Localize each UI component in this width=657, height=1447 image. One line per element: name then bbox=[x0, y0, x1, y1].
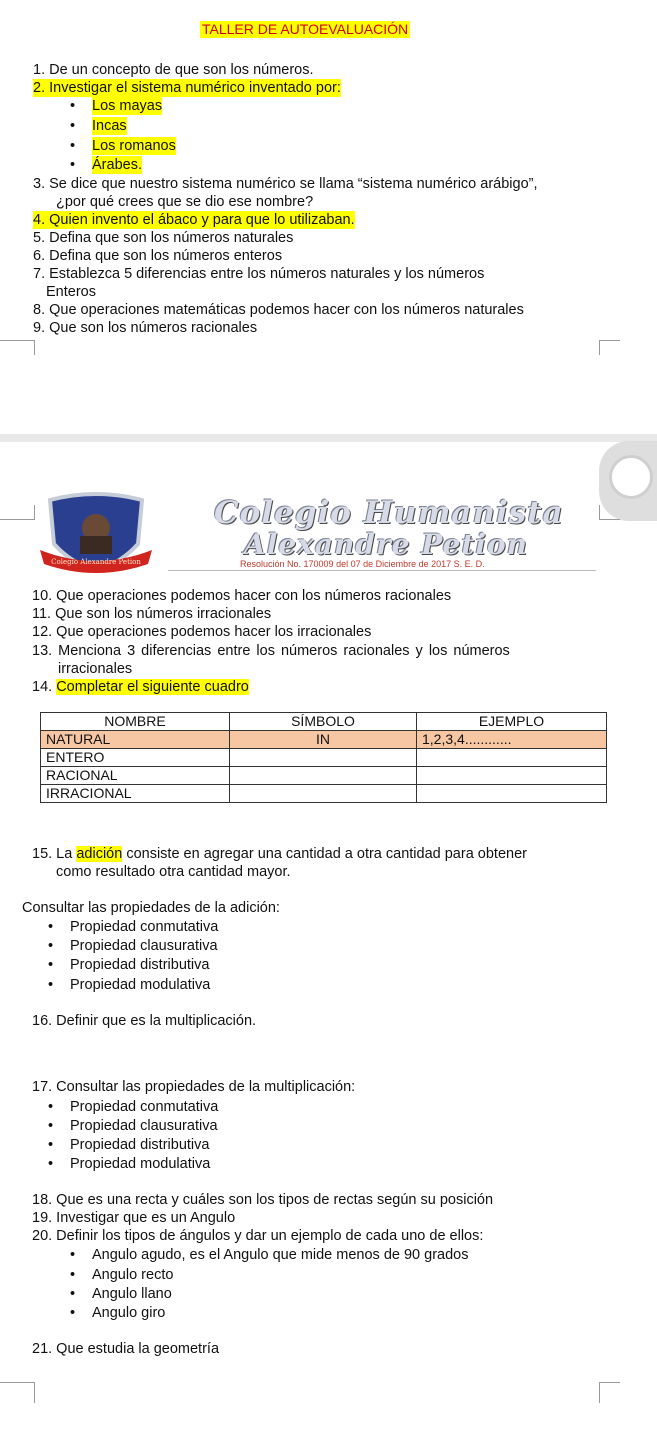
table-row bbox=[41, 731, 607, 749]
table-cell: IN bbox=[230, 731, 417, 749]
list-item: • Propiedad conmutativa bbox=[70, 918, 218, 936]
table-header: EJEMPLO bbox=[417, 713, 607, 731]
table-cell bbox=[417, 785, 607, 803]
school-name-line-2: Alexandre Petion bbox=[244, 528, 528, 561]
question-15 bbox=[32, 845, 527, 863]
numbers-table bbox=[40, 712, 607, 803]
question-13: 13. Menciona 3 diferencias entre los números racionales y los números bbox=[32, 643, 510, 659]
school-name-line-1: Colegio Humanista bbox=[214, 495, 564, 531]
question-6: 6. Defina que son los números enteros bbox=[33, 248, 283, 264]
resolution-text: Resolución No. 170009 del 07 de Diciembre de 2017 S. E. D. bbox=[240, 559, 485, 569]
question-2: 2. Investigar el sistema numérico inventado por: bbox=[33, 80, 341, 96]
list-item: • Propiedad modulativa bbox=[70, 976, 210, 994]
svg-text:Colegio Alexandre Petion: Colegio Alexandre Petion bbox=[51, 558, 141, 566]
question-7-cont: Enteros bbox=[46, 284, 96, 300]
header-divider bbox=[168, 570, 596, 571]
worksheet-title: TALLER DE AUTOEVALUACIÓN bbox=[202, 21, 409, 37]
question-11: 11. Que son los números irracionales bbox=[32, 606, 272, 622]
question-7: 7. Establezca 5 diferencias entre los números naturales y los números bbox=[33, 266, 485, 282]
table-cell bbox=[230, 767, 417, 785]
crop-mark bbox=[599, 505, 620, 520]
list-item: • Los mayas bbox=[92, 97, 162, 115]
question-14 bbox=[32, 678, 249, 696]
table-cell: 1,2,3,4............ bbox=[417, 731, 607, 749]
table-cell: ENTERO bbox=[41, 749, 230, 767]
table-cell: NATURAL bbox=[41, 731, 230, 749]
question-15-cont: como resultado otra cantidad mayor. bbox=[56, 864, 291, 880]
table-cell: IRRACIONAL bbox=[41, 785, 230, 803]
list-item: • Propiedad clausurativa bbox=[70, 937, 218, 955]
table-cell: RACIONAL bbox=[41, 767, 230, 785]
question-9: 9. Que son los números racionales bbox=[33, 320, 258, 336]
crop-mark bbox=[0, 340, 35, 355]
table-header: SÍMBOLO bbox=[230, 713, 417, 731]
question-1: 1. De un concepto de que son los números. bbox=[33, 62, 314, 78]
table-cell bbox=[417, 749, 607, 767]
table-header-row bbox=[41, 713, 607, 731]
crop-mark bbox=[599, 340, 620, 355]
crop-mark bbox=[0, 1382, 35, 1403]
list-item: • Propiedad clausurativa bbox=[70, 1117, 218, 1135]
question-3-cont: ¿por qué crees que se dio ese nombre? bbox=[56, 194, 314, 210]
page-separator bbox=[0, 434, 657, 442]
question-17: 17. Consultar las propiedades de la multiplicación: bbox=[32, 1079, 356, 1095]
question-20: 20. Definir los tipos de ángulos y dar un ejemplo de cada uno de ellos: bbox=[32, 1228, 484, 1244]
table-header: NOMBRE bbox=[41, 713, 230, 731]
list-item: • Propiedad modulativa bbox=[70, 1155, 210, 1173]
list-item: • Angulo giro bbox=[92, 1304, 165, 1322]
table-cell bbox=[230, 749, 417, 767]
question-15-highlight: adición bbox=[76, 846, 123, 862]
question-16: 16. Definir que es la multiplicación. bbox=[32, 1013, 257, 1029]
school-shield-logo bbox=[40, 492, 152, 574]
question-3: 3. Se dice que nuestro sistema numérico se llama “sistema numérico arábigo”, bbox=[33, 176, 538, 192]
crop-mark bbox=[0, 505, 35, 520]
list-item: • Angulo recto bbox=[92, 1266, 173, 1284]
list-item: • Árabes. bbox=[92, 156, 142, 174]
question-4: 4. Quien invento el ábaco y para que lo utilizaban. bbox=[33, 212, 355, 228]
list-item: • Angulo agudo, es el Angulo que mide menos de 90 grados bbox=[92, 1246, 468, 1264]
question-12: 12. Que operaciones podemos hacer los irracionales bbox=[32, 624, 372, 640]
list-item: • Propiedad conmutativa bbox=[70, 1098, 218, 1116]
question-15-post: consiste en agregar una cantidad a otra cantidad para obtener bbox=[122, 846, 527, 862]
table-row bbox=[41, 785, 607, 803]
question-18: 18. Que es una recta y cuáles son los tipos de rectas según su posición bbox=[32, 1192, 494, 1208]
list-item: • Angulo llano bbox=[92, 1285, 172, 1303]
consult-addition: Consultar las propiedades de la adición: bbox=[22, 900, 280, 916]
table-row bbox=[41, 749, 607, 767]
question-13-cont: irracionales bbox=[58, 661, 133, 677]
question-21: 21. Que estudia la geometría bbox=[32, 1341, 220, 1357]
table-cell bbox=[417, 767, 607, 785]
list-item: • Incas bbox=[92, 117, 127, 135]
question-14-text: Completar el siguiente cuadro bbox=[56, 679, 249, 695]
list-item: • Propiedad distributiva bbox=[70, 1136, 209, 1154]
crop-mark bbox=[599, 1382, 620, 1403]
question-15-pre: 15. La bbox=[32, 846, 77, 862]
list-item: • Los romanos bbox=[92, 137, 176, 155]
question-8: 8. Que operaciones matemáticas podemos hacer con los números naturales bbox=[33, 302, 524, 318]
question-19: 19. Investigar que es un Angulo bbox=[32, 1210, 236, 1226]
question-10: 10. Que operaciones podemos hacer con los números racionales bbox=[32, 588, 452, 604]
table-cell bbox=[230, 785, 417, 803]
question-14-number: 14. bbox=[32, 679, 53, 695]
table-row bbox=[41, 767, 607, 785]
list-item: • Propiedad distributiva bbox=[70, 956, 209, 974]
question-5: 5. Defina que son los números naturales bbox=[33, 230, 294, 246]
